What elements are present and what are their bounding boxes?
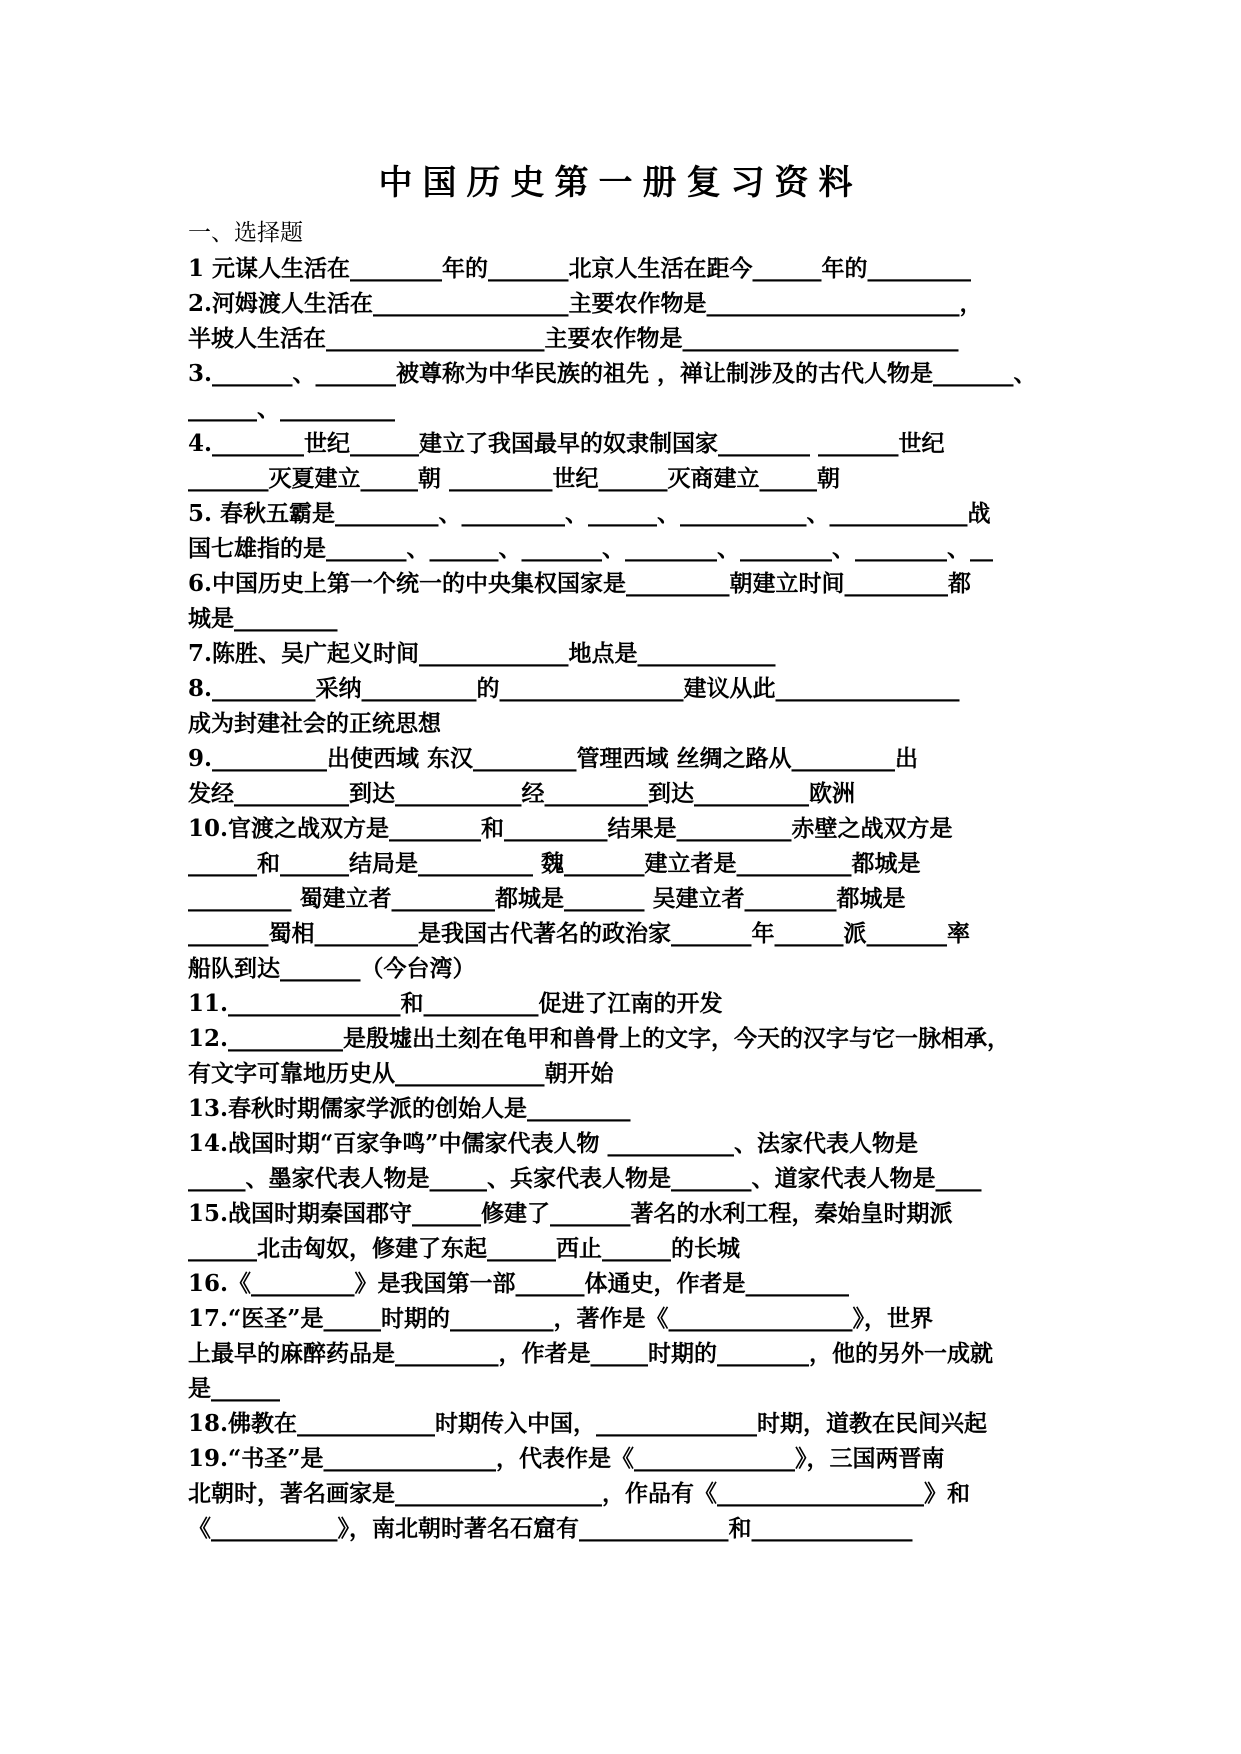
text-line: 13.春秋时期儒家学派的创始人是_________: [188, 1095, 631, 1122]
text-line: 7.陈胜、吴广起义时间_____________地点是____________: [188, 640, 776, 667]
text-line: ______北击匈奴，修建了东起______西止______的长城: [188, 1235, 740, 1262]
text-line: 16.《_________》是我国第一部______体通史，作者是_________: [188, 1270, 850, 1297]
text-line: 19.“书圣”是_______________，代表作是《______________》，三国两晋南: [188, 1445, 945, 1472]
text-line: 是______: [188, 1375, 280, 1402]
text-line: 国七雄指的是_______、______、_______、________、________、________、__: [188, 535, 993, 562]
section-heading: 一、选择题: [188, 220, 303, 246]
text-line: 2.河姆渡人生活在_________________主要农作物是______________________，: [188, 290, 983, 317]
text-line: 3._______、_______被尊称为中华民族的祖先 ，禅让制涉及的古代人物是_______、: [188, 360, 1037, 387]
text-line: ______、__________: [188, 395, 395, 422]
text-line: _____、墨家代表人物是_____、兵家代表人物是_______、道家代表人物是____: [188, 1165, 982, 1192]
text-line: 5. 春秋五霸是_________、_________、______、___________、____________战: [188, 500, 991, 527]
text-line: 17.“医圣”是_____时期的_________，著作是《________________》，世界: [188, 1305, 933, 1332]
page-title: 中国历史第一册复习资料: [378, 163, 863, 203]
text-line: _______蜀相_________是我国古代著名的政治家_______年______派_______率: [188, 920, 970, 947]
text-line: 10.官渡之战双方是________和_________结果是__________赤壁之战双方是: [188, 815, 953, 842]
text-line: 发经__________到达___________经_________到达__________欧洲: [188, 780, 855, 807]
text-line: 15.战国时期秦国郡守______修建了_______著名的水利工程，秦始皇时期派: [188, 1200, 953, 1227]
text-line: _________ 蜀建立者_________都城是_______ 吴建立者________都城是: [188, 885, 906, 912]
text-line: 成为封建社会的正统思想: [188, 710, 441, 737]
text-line: 4.________世纪______建立了我国最早的奴隶制国家________ _______世纪: [188, 430, 945, 457]
document-body: [188, 216, 1063, 1546]
text-line: 城是_________: [188, 605, 338, 632]
text-line: 8._________采纳__________的________________建议从此________________: [188, 675, 960, 702]
text-line: 北朝时，著名画家是__________________，作品有《__________________》和: [188, 1480, 970, 1507]
text-line: 1 元谋人生活在________年的_______北京人生活在距今______年的_________: [188, 255, 972, 282]
text-line: ______和______结局是__________ 魏_______建立者是__________都城是: [188, 850, 921, 877]
text-line: 有文字可靠地历史从_____________朝开始: [188, 1060, 614, 1087]
text-line: 《___________》，南北朝时著名石窟有_____________和______________: [188, 1515, 913, 1542]
text-line: _______灭夏建立_____朝 _________世纪______灭商建立_____朝: [188, 465, 841, 492]
text-line: 6.中国历史上第一个统一的中央集权国家是_________朝建立时间_________都: [188, 570, 972, 597]
text-line: 船队到达_______（今台湾）: [188, 955, 476, 982]
text-line: 9.__________出使西域 东汉_________管理西域 丝绸之路从_________出: [188, 745, 919, 772]
text-line: 18.佛教在____________时期传入中国，______________时期，道教在民间兴起: [188, 1410, 988, 1437]
text-line: 上最早的麻醉药品是_________，作者是_____时期的________，他的另外一成就: [188, 1340, 993, 1367]
text-line: 14.战国时期“百家争鸣”中儒家代表人物 ___________、法家代表人物是: [188, 1130, 918, 1157]
text-line: 半坡人生活在___________________主要农作物是________________________: [188, 325, 959, 352]
text-line: 11._______________和__________促进了江南的开发: [188, 990, 723, 1017]
text-line: 12.__________是殷墟出土刻在龟甲和兽骨上的文字，今天的汉字与它一脉相承，: [188, 1025, 1011, 1052]
